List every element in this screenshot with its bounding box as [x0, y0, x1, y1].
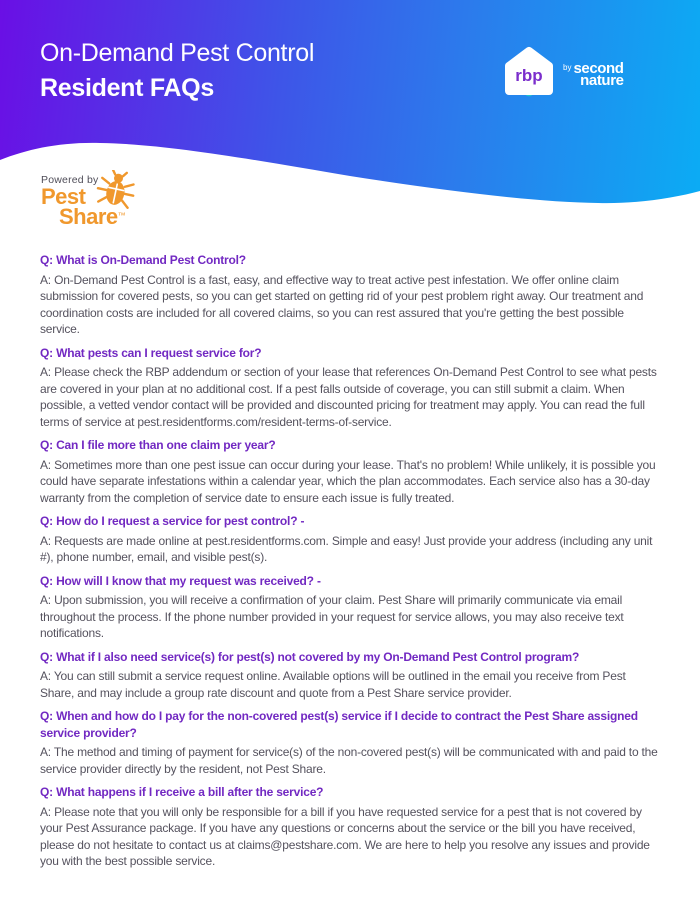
trademark-symbol: ™ — [117, 211, 126, 220]
pestshare-logo — [41, 174, 126, 229]
second-nature-line1: second — [573, 59, 624, 77]
faq-answer: A: You can still submit a service request online. Available options will be outlined in the email you receive from Pest Share, and may include a group rate discount and quote from a Pest Share service provider. — [40, 669, 626, 700]
faq-answer: A: On-Demand Pest Control is a fast, easy, and effective way to treat active pest infestation. We offer online claim submission for covered pests, so you can get started on getting rid of your pest problem right away. Our treatment and coordination costs are included for all covered claims, so you can rest assured that you're getting the best possible service. — [40, 272, 644, 336]
faq-answer: A: Please check the RBP addendum or section of your lease that references On-Demand Pest Control to see what pests are covered in your plan at no additional cost. If a pest falls outside of coverage, you can still submit a claim. When possible, a vetted vendor contact will be provided and discounted pricing for treatment may apply. You can read the full terms of service at pest.residentforms.com/resident-terms-of-service. — [40, 365, 657, 429]
page-title-line2: Resident FAQs — [40, 74, 214, 102]
faq-question: Q: What pests can I request service for? — [40, 345, 262, 360]
pest-bug-icon — [96, 170, 136, 210]
faq-item — [40, 345, 662, 431]
pestshare-word-share: Share™ — [59, 204, 126, 229]
faq-item — [40, 784, 662, 870]
rbp-logo-text: rbp — [515, 66, 543, 85]
faq-answer: A: Requests are made online at pest.residentforms.com. Simple and easy! Just provide your address (including any unit #), phone number, email, and visible pest(s). — [40, 533, 653, 564]
faq-question: Q: When and how do I pay for the non-covered pest(s) service if I decide to contract the Pest Share assigned service provider? — [40, 709, 638, 740]
faq-item — [40, 437, 662, 506]
pestshare-wordmark — [41, 184, 126, 229]
faq-question: Q: What if I also need service(s) for pest(s) not covered by my On-Demand Pest Control program? — [40, 649, 580, 664]
faq-answer: A: Sometimes more than one pest issue can occur during your lease. That's no problem! While unlikely, it is possible you could have separate infestations within a calendar year, which the plan accommodates. Each service also has a 30-day warranty from the completion of service date to ensure each issue is fully treated. — [40, 457, 656, 505]
faq-item — [40, 252, 662, 338]
by-label: by — [563, 62, 572, 72]
faq-answer: A: Upon submission, you will receive a confirmation of your claim. Pest Share will primarily communicate via email throughout the process. If the phone number provided in your request for service allows, you may also receive text notifications. — [40, 593, 624, 640]
powered-by-label: Powered by — [41, 174, 99, 186]
faq-question: Q: How will I know that my request was received? - — [40, 573, 321, 588]
faq-question: Q: What is On-Demand Pest Control? — [40, 253, 246, 267]
faq-question: Q: Can I file more than one claim per year? — [40, 438, 276, 452]
faq-item — [40, 573, 662, 642]
faq-item — [40, 513, 662, 566]
faq-list — [40, 240, 662, 877]
faq-item — [40, 708, 662, 777]
faq-question: Q: What happens if I receive a bill after the service? — [40, 785, 324, 799]
pestshare-word-pest: Pest — [41, 184, 86, 209]
second-nature-line2: nature — [580, 71, 624, 89]
faq-item — [40, 649, 662, 702]
faq-question: Q: How do I request a service for pest control? - — [40, 514, 305, 528]
page-title-line1: On-Demand Pest Control — [40, 39, 315, 67]
faq-answer: A: The method and timing of payment for service(s) of the non-covered pest(s) will be communicated with and paid to the service provider directly by the resident, not Pest Share. — [40, 745, 658, 776]
faq-answer: A: Please note that you will only be responsible for a bill if you have requested service for a pest that is not covered by your Pest Assurance package. If you have any questions or concerns about the service or the bill you have received, please do not hesitate to contact us at claims@pestshare.com. We are here to help you resolve any issues and provide you with the best possible service. — [40, 804, 650, 868]
